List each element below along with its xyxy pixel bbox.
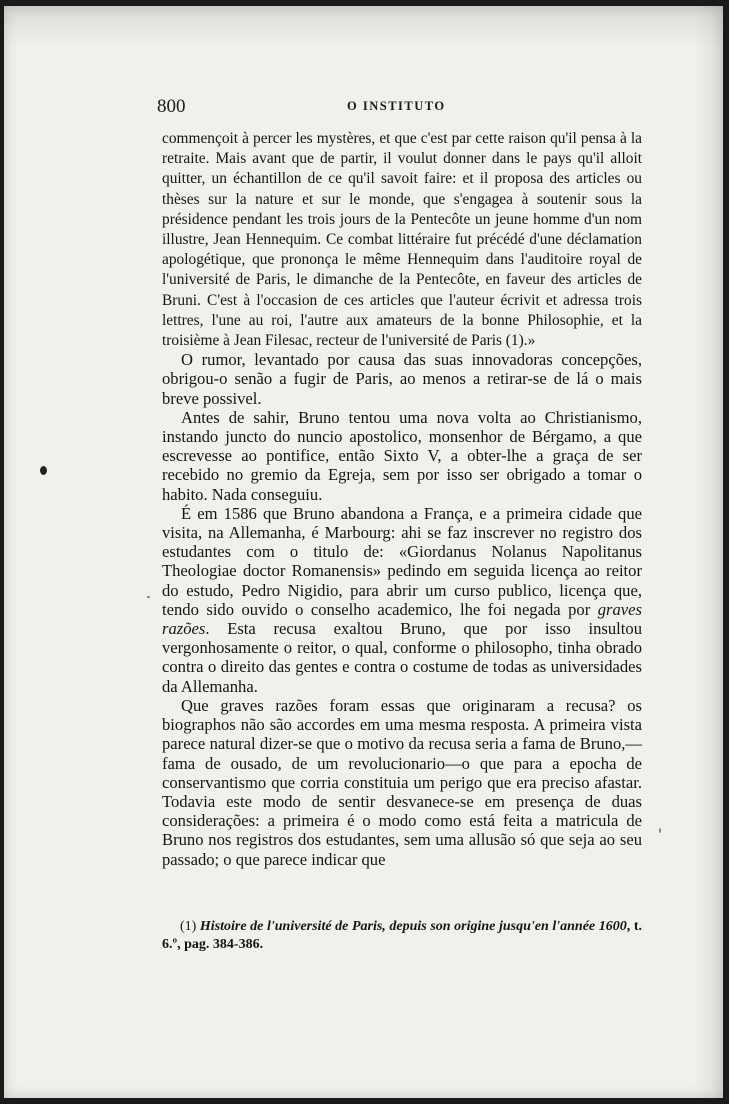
running-title: O INSTITUTO	[347, 99, 446, 113]
ink-speck	[40, 466, 47, 475]
paragraph-quote-continuation: commençoit à percer les mystères, et que c'est par cette raison qu'il pensa à la retraite. Mais avant que de partir, il voulut donner dans le pays qu'il alloit quitter, un échantillon de ce qu'il savoit faire: et il proposa des articles ou thèses sur la nature et sur le monde, que s'engagea à soutenir sous la présidence pendant les trois jours de la Pentecôte un jeune homme d'un nom illustre, Jean Hennequim. Ce combat littéraire fut précédé d'une déclamation apologétique, que prononça le même Hennequim dans l'auditoire royal de l'université de Paris, le dimanche de la Pentecôte, en faveur des articles de Bruni. C'est à l'occasion de ces articles que l'auteur écrivit et adressa trois lettres, l'une au roi, l'autre aux amateurs de la bonne Philosophie, et la troisième à Jean Filesac, recteur de l'université de Paris (1).»	[162, 130, 642, 350]
paragraph: É em 1586 que Bruno abandona a França, e a primeira cidade que visita, na Allemanha, é Marbourg: ahi se faz inscrever no registro dos estudantes com o titulo de: «Giordanus Nolanus Napolitanus Theologiae doctor Romanensis» pedindo em seguida licença ao reitor do estudo, Pedro Nigidio, para abrir um curso publico, licença que, tendo sido ouvido o conselho academico, lhe foi negada por graves razões. Esta recusa exaltou Bruno, que por isso insultou vergonhosamente o reitor, o qual, conforme o philosopho, tinha obrado contra o direito das gentes e contra o costume de todas as universidades da Allemanha.	[162, 503, 642, 696]
scan-shadow-right	[693, 6, 723, 1098]
paragraph: O rumor, levantado por causa das suas innovadoras concepções, obrigou-o senão a fugir de Paris, ao menos a retirar-se de lá o mais breve possivel.	[162, 350, 642, 408]
footnote-source: Histoire de l'université de Paris, depuis son origine jusqu'en l'année 1600	[199, 919, 627, 934]
footnote-marker: (1)	[180, 919, 197, 934]
ink-speck	[659, 828, 661, 833]
scan-shadow-top	[4, 6, 723, 46]
page-header	[157, 96, 641, 120]
ink-speck	[147, 596, 150, 598]
footnote-details: , t. 6.º, pag. 384-386.	[162, 919, 642, 952]
paragraph: Antes de sahir, Bruno tentou uma nova volta ao Christianismo, instando juncto do nuncio apostolico, monsenhor de Bérgamo, a que escrevesse ao pontifice, então Sixto V, a obter-lhe a graça de ser recebido no gremio da Egreja, sem por isso ser obrigado a tomar o habito. Nada conseguiu.	[162, 407, 642, 504]
page-number: 800	[157, 96, 186, 117]
paragraph: Que graves razões foram essas que originaram a recusa? os biographos não são accordes em uma mesma resposta. A primeira vista parece natural dizer-se que o motivo da recusa seria a fama de Bruno,—fama de ousado, de um revolucionario—o que para a epocha de conservantismo que corria constituia um perigo que era preciso afastar. Todavia este modo de sentir desvanece-se em presença de duas considerações: a primeira é o modo como está feita a matricula de Bruno nos registros dos estudantes, sem uma allusão só que seja ao seu passado; o que parece indicar que	[162, 695, 642, 869]
body-text	[162, 128, 642, 869]
emphasis: graves razões	[162, 599, 642, 639]
footnote	[162, 918, 642, 954]
